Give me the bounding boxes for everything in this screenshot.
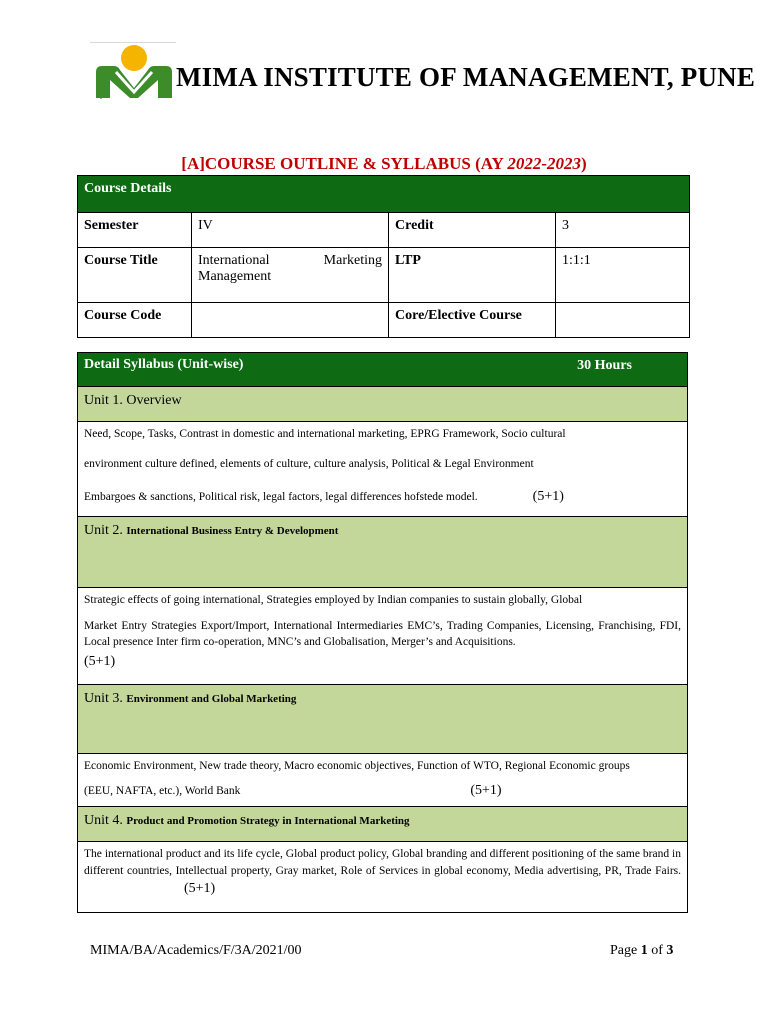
course-code-row <box>78 303 690 338</box>
course-title-line1 <box>198 253 382 269</box>
syllabus-heading: Detail Syllabus (Unit-wise) <box>84 357 244 372</box>
unit-1-label: Unit 1. Overview <box>84 393 182 408</box>
title-suffix: ) <box>581 154 587 173</box>
unit-2-line1: Strategic effects of going international, Strategies employed by Indian companies to sustain globally, Global <box>84 594 583 606</box>
page-num: 1 <box>640 943 648 958</box>
unit-3-label: Unit 3. <box>84 691 127 706</box>
credit-label: Credit <box>389 213 556 248</box>
unit-4-weight: (5+1) <box>184 881 216 897</box>
unit-3-body-row <box>78 754 688 807</box>
unit-4-body-row <box>78 842 688 913</box>
syllabus-header-row <box>78 353 688 387</box>
unit-1-weight: (5+1) <box>532 488 564 504</box>
course-details-table <box>77 175 690 338</box>
ltp-label: LTP <box>389 248 556 303</box>
unit-1-body <box>78 422 688 517</box>
unit-2-label: Unit 2. <box>84 523 127 538</box>
course-title-value <box>192 248 389 303</box>
semester-row <box>78 213 690 248</box>
semester-label: Semester <box>78 213 192 248</box>
unit-2-line2: Market Entry Strategies Export/Import, International Intermediaries EMC’s, Trading Companies, Licensing, Franchising, FDI, Local presence Inter firm co-operation, MNC’s and Globalisation, Merger’s and Acquisitions. <box>84 619 681 649</box>
core-elective-label: Core/Elective Course <box>389 303 556 338</box>
course-code-value <box>192 303 389 338</box>
unit-4-subtitle: Product and Promotion Strategy in International Marketing <box>126 815 410 827</box>
unit-2-body-row <box>78 588 688 685</box>
tiny-mark: . <box>100 92 102 101</box>
course-details-header-row <box>78 176 690 213</box>
unit-2-header <box>78 517 688 588</box>
unit-4-body <box>78 842 688 913</box>
unit-2-header-row <box>78 517 688 588</box>
unit-4-line1: The international product and its life cycle, Global product policy, Global branding and different positioning of the same brand in different countries, Intellectual property, Gray market, Role of Services in global economy, Media advertising, PR, Trade Fairs. <box>84 848 681 877</box>
page-total: 3 <box>666 943 674 958</box>
credit-value: 3 <box>556 213 690 248</box>
course-title-row <box>78 248 690 303</box>
footer-doc-code: MIMA/BA/Academics/F/3A/2021/00 <box>90 943 302 958</box>
academic-year: 2022-2023 <box>507 154 582 173</box>
unit-3-header <box>78 685 688 754</box>
course-title-label: Course Title <box>78 248 192 303</box>
unit-3-subtitle: Environment and Global Marketing <box>126 693 297 705</box>
unit-3-header-row <box>78 685 688 754</box>
ltp-value: 1:1:1 <box>556 248 690 303</box>
unit-3-line1: Economic Environment, New trade theory, Macro economic objectives, Function of WTO, Regional Economic groups <box>84 760 630 772</box>
unit-4-header <box>78 807 688 842</box>
syllabus-hours: 30 Hours <box>577 358 632 373</box>
institute-name: MIMA INSTITUTE OF MANAGEMENT, PUNE <box>176 62 756 92</box>
unit-1-header-row <box>78 387 688 422</box>
course-details-heading: Course Details <box>78 176 690 213</box>
unit-3-body <box>78 754 688 807</box>
unit-4-label: Unit 4. <box>84 813 127 828</box>
course-title-word1: International <box>198 253 270 268</box>
unit-2-weight: (5+1) <box>84 654 116 670</box>
unit-3-line2-text: (EEU, NAFTA, etc.), World Bank <box>84 784 241 797</box>
document-title <box>0 154 768 174</box>
unit-1-line3-text: Embargoes & sanctions, Political risk, legal factors, legal differences hofstede model. <box>84 490 478 503</box>
semester-value: IV <box>192 213 389 248</box>
mima-logo-icon <box>92 42 176 100</box>
unit-2-body <box>78 588 688 685</box>
unit-2-subtitle: International Business Entry & Development <box>126 525 339 537</box>
page-prefix: Page <box>610 943 641 958</box>
course-title-line2: Management <box>198 269 272 284</box>
syllabus-table <box>77 352 688 913</box>
core-elective-value <box>556 303 690 338</box>
unit-3-weight: (5+1) <box>470 782 502 798</box>
page-of: of <box>647 943 667 958</box>
unit-1-line3 <box>84 486 681 508</box>
course-title-word2: Marketing <box>323 253 382 268</box>
unit-4-header-row <box>78 807 688 842</box>
footer-page-number <box>610 943 673 959</box>
unit-1-line2: environment culture defined, elements of culture, culture analysis, Political & Legal Environment <box>84 457 534 470</box>
unit-1-line1: Need, Scope, Tasks, Contrast in domestic and international marketing, EPRG Framework, Socio cultural <box>84 428 566 440</box>
unit-1-header <box>78 387 688 422</box>
title-prefix: [A]COURSE OUTLINE & SYLLABUS (AY <box>181 154 508 173</box>
course-code-label: Course Code <box>78 303 192 338</box>
unit-3-line2 <box>84 780 681 802</box>
syllabus-heading-cell <box>78 353 688 387</box>
unit-1-body-row <box>78 422 688 517</box>
